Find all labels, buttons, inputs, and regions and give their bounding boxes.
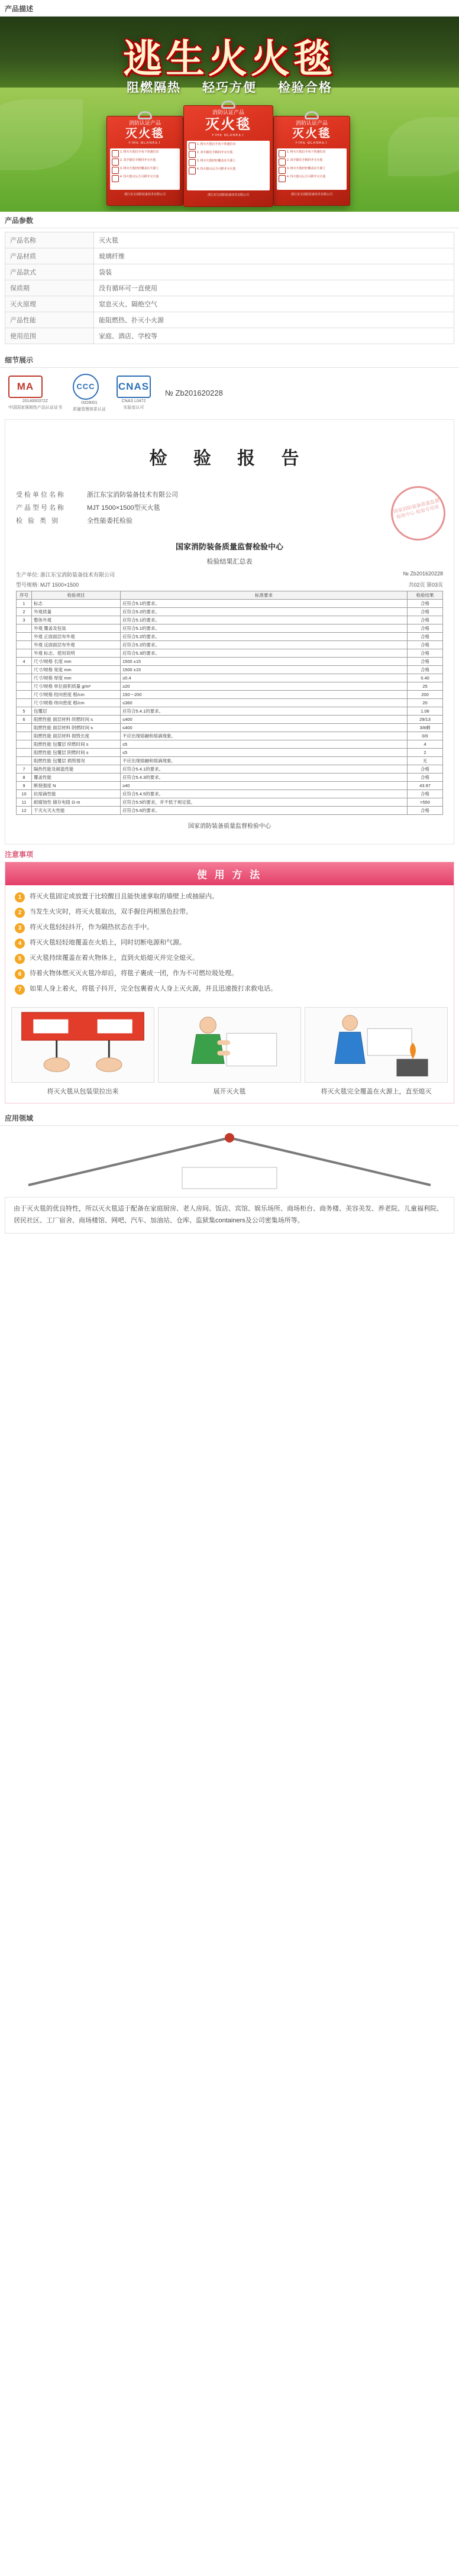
table-row [5, 296, 454, 312]
table-row [5, 312, 454, 328]
table-row [17, 691, 443, 699]
param-key: 灭火原理 [5, 296, 94, 312]
param-key: 产品名称 [5, 232, 94, 248]
param-value: 家庭、酒店、学校等 [94, 328, 454, 344]
cell-result: 0/0 [408, 732, 443, 740]
table-row [17, 774, 443, 782]
table-row [17, 790, 443, 798]
params-table [5, 232, 454, 344]
report-title: 检 验 报 告 [149, 449, 310, 468]
cell-no [17, 633, 32, 641]
cell-requirement: ≥20 [121, 682, 408, 691]
cell-result: 合格 [408, 633, 443, 641]
cell-no [17, 691, 32, 699]
table-row [17, 674, 443, 682]
param-value: 窒息灭火、隔绝空气 [94, 296, 454, 312]
cell-result: 合格 [408, 807, 443, 815]
usage-step [15, 923, 444, 933]
report-organization: 国家消防装备质量监督检验中心 [175, 542, 283, 551]
cell-no [17, 732, 32, 740]
cell-item: 整体外观 [32, 616, 121, 624]
cell-no: 5 [17, 707, 32, 716]
cell-no [17, 724, 32, 732]
pack-title-en: FIRE BLANKET [128, 141, 161, 145]
param-value: 袋装 [94, 264, 454, 280]
illustration-cover-fire [305, 1007, 448, 1083]
cell-result: 20 [408, 699, 443, 707]
usage-step [15, 969, 444, 979]
inspection-report [5, 419, 454, 844]
usage-step-text: 将灭火毯轻轻地覆盖在火焰上，同时切断电源和气源。 [30, 939, 186, 946]
table-row [17, 798, 443, 807]
usage-step-number: 2 [15, 908, 25, 918]
col-result: 检验结果 [408, 591, 443, 600]
cell-requirement: 1500 ±15 [121, 666, 408, 674]
ccc-cert-sub: 质量管理体系认证 [73, 407, 106, 412]
cell-requirement: 应符合5.1的要求。 [121, 600, 408, 608]
cnas-cert-number: CNAS L0472 [121, 399, 146, 403]
report-table-title: 检验结果汇总表 [206, 558, 253, 565]
table-row [5, 232, 454, 248]
ma-cert-number: 2014000372Z [22, 399, 49, 403]
param-value: 没有循环可一直使用 [94, 280, 454, 296]
pack-title: 灭火毯 [125, 127, 164, 141]
cell-no: 8 [17, 774, 32, 782]
cell-item: 尺寸/规格 长度 mm [32, 658, 121, 666]
certificate-serial: № Zb201620228 [165, 389, 223, 397]
table-row [17, 749, 443, 757]
report-meta-manufacturer: 生产单位: 浙江东宝消防装备技术有限公司 [16, 572, 115, 578]
cell-item: 外观 标志、使用说明 [32, 649, 121, 658]
usage-step [15, 985, 444, 995]
ccc-cert-number: ISO9001 [81, 401, 98, 405]
cell-result: 合格 [408, 624, 443, 633]
cell-no: 2 [17, 608, 32, 616]
table-row [5, 248, 454, 264]
cell-item: 外观 覆盖及包装 [32, 624, 121, 633]
cell-no: 7 [17, 765, 32, 774]
usage-title: 使 用 方 法 [5, 862, 454, 885]
illustration-caption-2: 展开灭火毯 [213, 1088, 246, 1095]
cell-no: 11 [17, 798, 32, 807]
inspection-result-table [16, 591, 443, 815]
pack-brand: 消防认证产品 [128, 120, 161, 126]
hanging-ring-icon [221, 101, 235, 109]
cell-requirement: ≤5 [121, 749, 408, 757]
pack-instruction-line: 1. 将灭火毯拉手向下快速拉出 [197, 142, 236, 146]
cell-item: 包覆层 [32, 707, 121, 716]
table-row [17, 600, 443, 608]
cell-result: 1.06 [408, 707, 443, 716]
hero-title: 逃生火火毯 [123, 36, 336, 82]
usage-step [15, 908, 444, 918]
report-field-row [16, 516, 443, 525]
cell-item: 标志 [32, 600, 121, 608]
usage-illustration-row [5, 1007, 454, 1086]
usage-step-text: 将灭火毯固定或放置于比较醒目且能快速拿取的墙壁上或抽屉内。 [30, 893, 218, 900]
col-requirement: 标准要求 [121, 591, 408, 600]
cell-requirement: 应符合5.6的要求。 [121, 807, 408, 815]
cell-no: 10 [17, 790, 32, 798]
hero-banner [0, 17, 459, 212]
pack-instruction-panel [110, 148, 180, 190]
table-row [17, 699, 443, 707]
report-field-value: 浙江东宝消防装备技术有限公司 [87, 491, 178, 499]
cell-item: 外观 反面面层布外观 [32, 641, 121, 649]
cell-result: 200 [408, 691, 443, 699]
report-footer-organization: 国家消防装备质量监督检验中心 [188, 823, 271, 830]
cell-no: 1 [17, 600, 32, 608]
certification-logo-row [0, 368, 459, 415]
usage-illustration-captions [5, 1086, 454, 1103]
table-row [5, 280, 454, 296]
cell-no [17, 641, 32, 649]
cell-result: 25 [408, 682, 443, 691]
instruction-step-icon [112, 167, 119, 174]
cell-requirement: 不应出现熔融和熔滴现象。 [121, 757, 408, 765]
cell-item: 尺寸/规格 宽度 mm [32, 666, 121, 674]
cell-requirement: ≥40 [121, 782, 408, 790]
application-text: 由于灭火毯的优良特性，所以灭火毯适于配备在家庭厨房、老人房间、饭店、宾馆、娱乐场所、商场柜台、商务楼、美容美发、养老院、儿童福利院、居民社区、工厂宿舍、商场楼馆、网吧、汽车、加油站、仓库、监狱集containers及公司密集场所等。 [5, 1197, 454, 1234]
report-meta-row [16, 581, 443, 588]
cell-item: 尺寸/规格 纬向密度 根/cm [32, 699, 121, 707]
instruction-step-icon [112, 150, 119, 157]
cell-result: 无 [408, 757, 443, 765]
product-detail-page [0, 0, 459, 1234]
cell-item: 尺寸/规格 厚度 mm [32, 674, 121, 682]
cell-no: 3 [17, 616, 32, 624]
table-row [17, 740, 443, 749]
hero-subtitle [0, 78, 459, 96]
illustration-cover-fire-svg [305, 1008, 447, 1082]
pack-instruction-line: 1. 将灭火毯拉手向下快速拉出 [287, 150, 326, 154]
ma-cert-sub: 中国国家强制性产品认证证书 [8, 406, 62, 410]
table-row [17, 716, 443, 724]
instruction-step-icon [279, 158, 286, 166]
cell-requirement: 应符合5.3的要求。 [121, 649, 408, 658]
report-field-row [16, 490, 443, 499]
cell-result: 合格 [408, 641, 443, 649]
table-row [17, 633, 443, 641]
table-row [17, 807, 443, 815]
cell-no [17, 757, 32, 765]
cell-item: 阻燃性能 包覆层 损毁情况 [32, 757, 121, 765]
col-item: 检验项目 [32, 591, 121, 600]
report-field-label: 检 验 类 别 [16, 517, 60, 525]
product-pack-group [0, 105, 459, 212]
cell-requirement: ≤400 [121, 724, 408, 732]
certification-cnas [117, 376, 151, 410]
instruction-step-icon [112, 158, 119, 166]
pack-instruction-line: 4. 待火熄灭后方可移开灭火毯 [197, 167, 236, 171]
product-pack [183, 105, 273, 207]
product-pack [273, 116, 350, 206]
instruction-step-icon [189, 167, 196, 174]
pack-instruction-panel [187, 141, 270, 190]
usage-step-text: 将灭火毯轻轻抖开，作为隔热状态在手中。 [30, 924, 153, 931]
application-illustration [5, 1126, 454, 1197]
cell-requirement: 应符合5.2的要求。 [121, 641, 408, 649]
report-meta-serial: № Zb201620228 [403, 571, 443, 577]
cell-result: 3/8剩 [408, 724, 443, 732]
usage-step-number: 3 [15, 923, 25, 933]
param-key: 保质期 [5, 280, 94, 296]
cell-item: 阻燃性能 面层材料 阴燃时间 s [32, 724, 121, 732]
cell-no [17, 674, 32, 682]
table-row [17, 649, 443, 658]
cell-no: 4 [17, 658, 32, 666]
cell-result: 0.40 [408, 674, 443, 682]
report-meta-row [16, 571, 443, 578]
cell-requirement: 应符合5.4.1的要求。 [121, 707, 408, 716]
pack-instruction-line: 4. 待火熄灭后方可移开灭火毯 [287, 175, 326, 179]
cell-result: 合格 [408, 790, 443, 798]
table-row [5, 264, 454, 280]
cell-item: 阻燃性能 面层材料 损毁长度 [32, 732, 121, 740]
section-header-application: 应用领域 [0, 1109, 459, 1126]
instruction-step-icon [189, 159, 196, 166]
param-key: 产品材质 [5, 248, 94, 264]
table-row [5, 328, 454, 344]
cnas-cert-sub: 实验室认可 [123, 406, 144, 410]
table-header-row [17, 591, 443, 600]
report-field-label: 产品型号名称 [16, 504, 66, 512]
section-header-params: 产品参数 [0, 212, 459, 228]
cell-requirement: ≤5 [121, 740, 408, 749]
cell-requirement: 应符合5.5的要求，并不低于规定值。 [121, 798, 408, 807]
cell-item: 覆盖性能 [32, 774, 121, 782]
cell-requirement: 应符合5.4.3的要求。 [121, 774, 408, 782]
cell-result: 2 [408, 749, 443, 757]
hero-sub-item-3: 检验合格 [277, 81, 332, 95]
param-value: 能阻燃热、扑灭小火源 [94, 312, 454, 328]
illustration-unfold-svg [159, 1008, 300, 1082]
report-field-value: 全性能委托检验 [87, 517, 132, 525]
table-row [17, 641, 443, 649]
cell-requirement: 1500 ±15 [121, 658, 408, 666]
illustration-caption-3: 将灭火毯完全覆盖在火源上，直至熄灭 [321, 1088, 432, 1095]
pack-instruction-line: 1. 将灭火毯拉手向下快速拉出 [120, 150, 159, 154]
cell-item: 外观 正面面层布外观 [32, 633, 121, 641]
cell-result: 合格 [408, 649, 443, 658]
cell-result: 合格 [408, 616, 443, 624]
table-row [17, 666, 443, 674]
pack-instruction-line: 2. 双手握住手柄抖开灭火毯 [120, 158, 156, 163]
param-key: 产品款式 [5, 264, 94, 280]
instruction-step-icon [279, 150, 286, 157]
cell-no [17, 624, 32, 633]
ma-mark-icon: MA [8, 376, 43, 398]
ccc-mark-icon: CCC [73, 374, 99, 400]
param-value: 玻璃纤维 [94, 248, 454, 264]
cell-result: 4 [408, 740, 443, 749]
official-stamp-icon: 国家消防装备质量监督检验中心 检验专用章 [385, 480, 451, 546]
illustration-unfold [158, 1007, 301, 1083]
table-row [17, 782, 443, 790]
cell-item: 抗熔滴性能 [32, 790, 121, 798]
section-header-notice: 注意事项 [5, 850, 34, 859]
cell-no: 9 [17, 782, 32, 790]
hero-sub-item-2: 轻巧方便 [202, 81, 257, 95]
table-row [17, 616, 443, 624]
pack-title-en: FIRE BLANKET [212, 133, 245, 137]
usage-step-list [5, 885, 454, 1007]
hanging-ring-icon [138, 111, 152, 119]
application-illustration-svg [5, 1126, 454, 1197]
param-key: 使用范围 [5, 328, 94, 344]
cell-result: 合格 [408, 600, 443, 608]
usage-instructions-box [5, 862, 454, 1103]
cell-item: 外观质量 [32, 608, 121, 616]
cell-item: 阻燃性能 包覆层 续燃时间 s [32, 740, 121, 749]
cell-result: 合格 [408, 608, 443, 616]
cell-requirement: 应符合5.1的要求。 [121, 624, 408, 633]
cell-item: 干灭火灭火性能 [32, 807, 121, 815]
cell-requirement: ≥0.4 [121, 674, 408, 682]
pack-instruction-line: 3. 将灭火毯轻轻覆盖在火源上 [197, 158, 236, 163]
cell-result: 合格 [408, 658, 443, 666]
table-row [17, 757, 443, 765]
application-box [5, 1126, 454, 1234]
table-row [17, 658, 443, 666]
pack-instruction-line: 2. 双手握住手柄抖开灭火毯 [197, 150, 233, 154]
pack-instruction-line: 3. 将灭火毯轻轻覆盖在火源上 [120, 167, 159, 171]
cell-requirement: 应符合5.2的要求。 [121, 608, 408, 616]
instruction-step-icon [189, 143, 196, 150]
cell-requirement: 应符合5.1的要求。 [121, 616, 408, 624]
hanging-ring-icon [305, 111, 319, 119]
pack-title: 灭火毯 [205, 116, 251, 133]
cell-item: 阻燃性能 包覆层 阴燃时间 s [32, 749, 121, 757]
pack-title: 灭火毯 [292, 127, 331, 141]
pack-manufacturer: 浙江东宝消防装备技术有限公司 [207, 193, 249, 197]
hero-sub-item-1: 阻燃隔热 [127, 81, 182, 95]
usage-step-text: 灭火毯持续覆盖在着火物体上，直到火焰熄灭并完全熄灭。 [30, 954, 199, 962]
cell-requirement: ≤400 [121, 716, 408, 724]
certification-ccc [73, 374, 106, 412]
table-row [17, 707, 443, 716]
report-field-row [16, 503, 443, 512]
cell-result: >550 [408, 798, 443, 807]
usage-step-number: 1 [15, 892, 25, 902]
section-header-description: 产品描述 [0, 0, 459, 17]
cell-no [17, 699, 32, 707]
cell-result: 合格 [408, 774, 443, 782]
cell-requirement: ≤360 [121, 699, 408, 707]
usage-step-number: 7 [15, 985, 25, 995]
usage-step-text: 当发生火灾时，将灭火毯取出，双手握住两根黑色拉带。 [30, 908, 192, 915]
report-field-value: MJT 1500×1500型灭火毯 [87, 504, 160, 512]
product-pack [106, 116, 183, 206]
cell-no [17, 740, 32, 749]
cell-requirement: 不应出现熔融和熔滴现象。 [121, 732, 408, 740]
cell-no: 12 [17, 807, 32, 815]
cell-no: 6 [17, 716, 32, 724]
pack-manufacturer: 浙江东宝消防装备技术有限公司 [290, 193, 332, 197]
usage-step [15, 954, 444, 964]
pack-instruction-line: 3. 将灭火毯轻轻覆盖在火源上 [287, 167, 326, 171]
pack-title-en: FIRE BLANKET [295, 141, 328, 145]
usage-step-number: 6 [15, 969, 25, 979]
instruction-step-icon [279, 175, 286, 182]
cell-item: 阻燃性能 面层材料 续燃时间 s [32, 716, 121, 724]
cell-item: 隔热性能及耐温性能 [32, 765, 121, 774]
report-meta-pages: 共02页 第03页 [408, 582, 443, 588]
cell-requirement: 应符合5.2的要求。 [121, 633, 408, 641]
cell-no [17, 649, 32, 658]
usage-step [15, 939, 444, 949]
pack-manufacturer: 浙江东宝消防装备技术有限公司 [124, 193, 166, 197]
instruction-step-icon [189, 151, 196, 158]
col-no: 序号 [17, 591, 32, 600]
cell-result: 43.97 [408, 782, 443, 790]
certification-ma [8, 376, 62, 410]
cell-no [17, 682, 32, 691]
usage-step-number: 5 [15, 954, 25, 964]
params-table-wrapper [0, 228, 459, 351]
illustration-pull-out [11, 1007, 154, 1083]
pack-instruction-line: 2. 双手握住手柄抖开灭火毯 [287, 158, 323, 163]
param-value: 灭火毯 [94, 232, 454, 248]
cell-result: 合格 [408, 666, 443, 674]
param-key: 产品性能 [5, 312, 94, 328]
cell-item: 尺寸/规格 经向密度 根/cm [32, 691, 121, 699]
table-row [17, 732, 443, 740]
cell-result: 合格 [408, 765, 443, 774]
cell-item: 尺寸/规格 单位面积质量 g/m² [32, 682, 121, 691]
cnas-mark-icon: CNAS [117, 376, 151, 398]
pack-instruction-panel [277, 148, 347, 190]
cell-requirement: 150～200 [121, 691, 408, 699]
instruction-step-icon [112, 175, 119, 182]
pack-brand: 消防认证产品 [295, 120, 328, 126]
cell-result: 29/13 [408, 716, 443, 724]
illustration-caption-1: 将灭火毯从包装里拉出来 [47, 1088, 119, 1095]
report-meta-model: 型号规格: MJT 1500×1500 [16, 582, 79, 588]
usage-step-number: 4 [15, 939, 25, 949]
usage-step-text: 如果人身上着火，将毯子抖开，完全包裹着火人身上灭火源，并且迅速拨打求救电话。 [30, 985, 277, 992]
section-header-details: 细节展示 [0, 351, 459, 368]
cell-no [17, 666, 32, 674]
illustration-pull-out-svg [12, 1008, 154, 1082]
table-row [17, 608, 443, 616]
table-row [17, 765, 443, 774]
usage-step-text: 待着火物体燃灭灭火毯冷却后，将毯子裹成一团，作为不可燃垃圾处理。 [30, 970, 238, 977]
cell-requirement: 应符合5.4.1的要求。 [121, 765, 408, 774]
table-row [17, 624, 443, 633]
cell-item: 耐腐蚀性 储存电阻 Ω·m [32, 798, 121, 807]
cell-requirement: 应符合5.4.5的要求。 [121, 790, 408, 798]
cell-no [17, 749, 32, 757]
report-field-label: 受检单位名称 [16, 491, 66, 499]
cell-item: 断裂强度 N [32, 782, 121, 790]
instruction-step-icon [279, 167, 286, 174]
pack-brand: 消防认证产品 [212, 109, 244, 115]
usage-step [15, 892, 444, 902]
pack-instruction-line: 4. 待火熄灭后方可移开灭火毯 [120, 175, 159, 179]
table-row [17, 724, 443, 732]
table-row [17, 682, 443, 691]
